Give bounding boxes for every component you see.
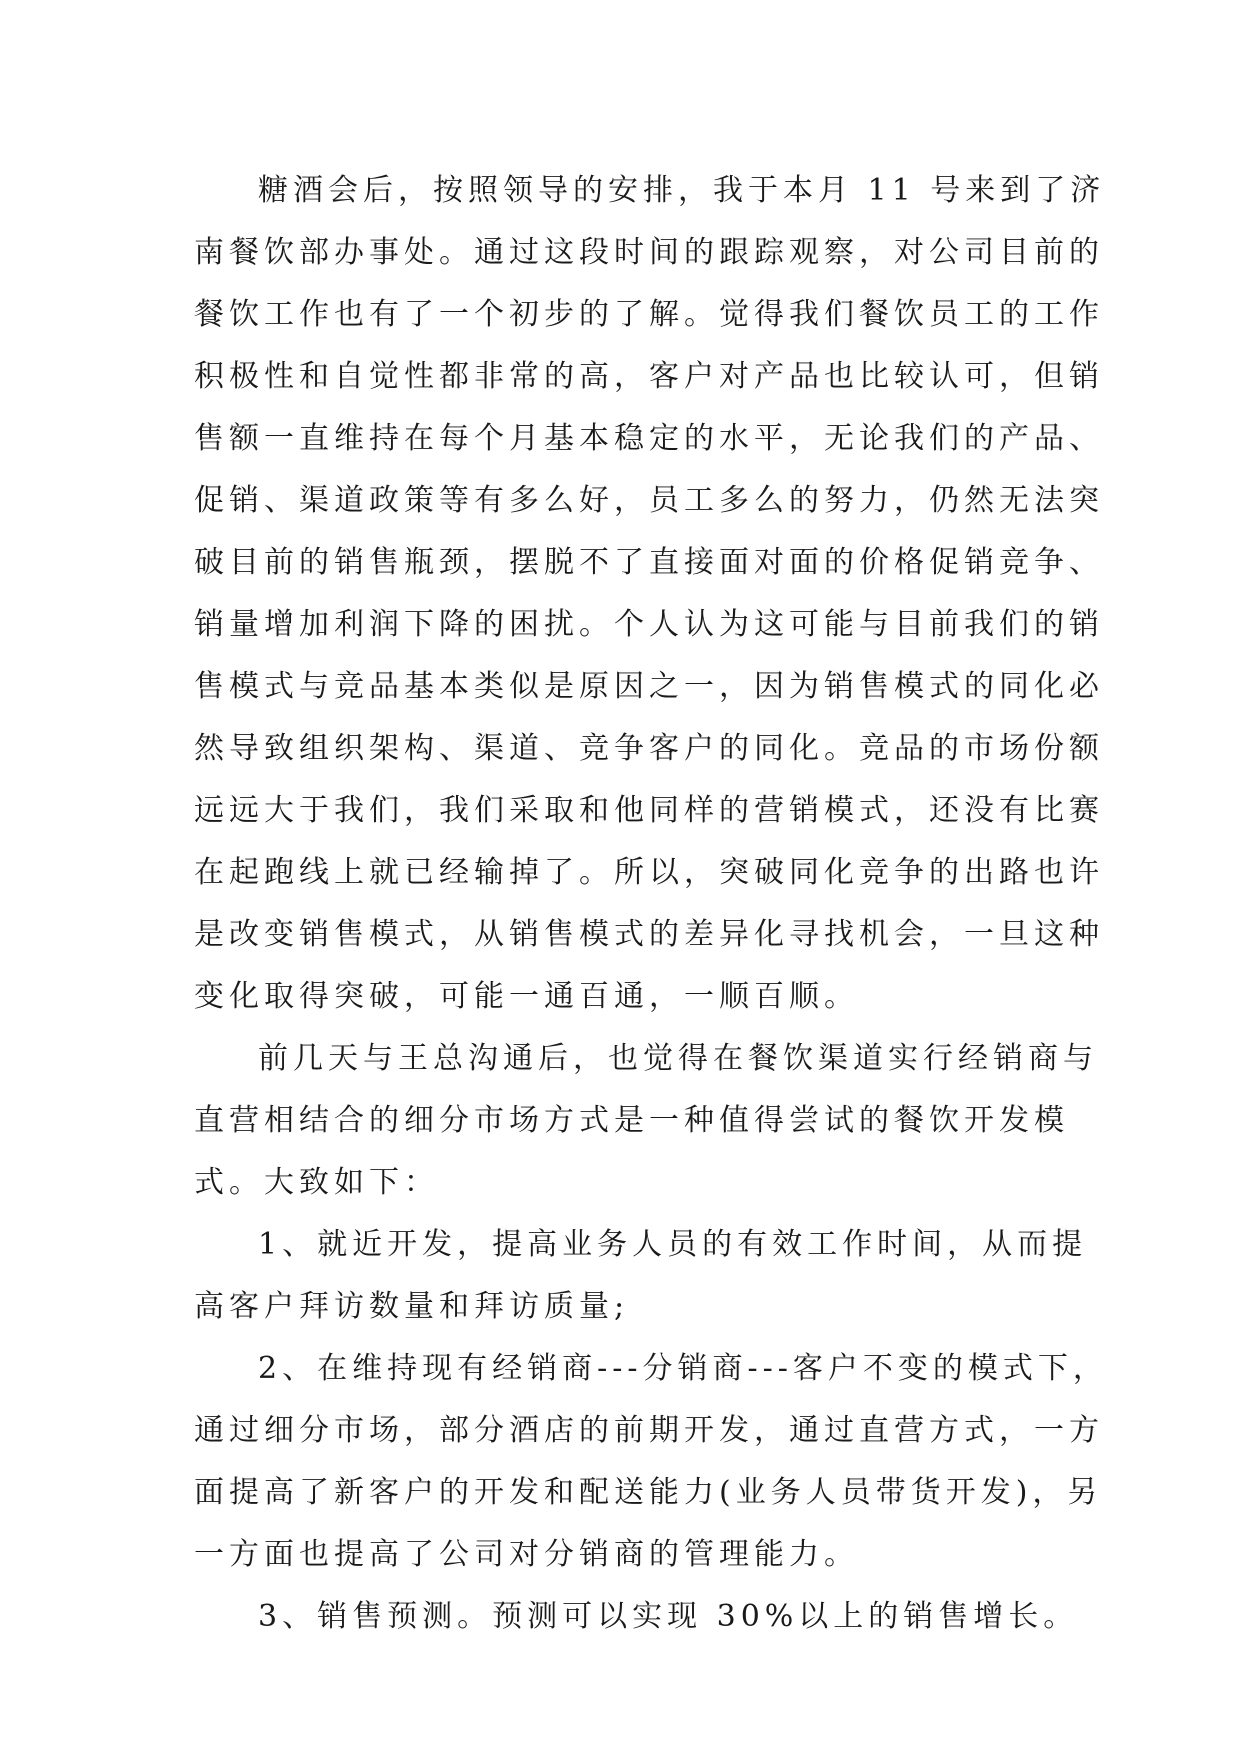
paragraph-1-line-7: 破目前的销售瓶颈，摆脱不了直接面对面的价格促销竞争、 [194,545,1104,580]
paragraph-1-line-2: 南餐饮部办事处。通过这段时间的跟踪观察，对公司目前的 [194,235,1104,270]
list-item-2-line-3: 面提高了新客户的开发和配送能力(业务人员带货开发)，另 [194,1475,1103,1510]
list-item-1-line-2: 高客户拜访数量和拜访质量; [194,1289,630,1324]
list-item-2-line-1: 2、在维持现有经销商---分销商---客户不变的模式下， [258,1351,1108,1386]
list-item-3-line-1: 3、销售预测。预测可以实现 30%以上的销售增长。 [258,1599,1079,1634]
paragraph-1-line-12: 在起跑线上就已经输掉了。所以，突破同化竞争的出路也许 [194,855,1104,890]
paragraph-1-line-13: 是改变销售模式，从销售模式的差异化寻找机会，一旦这种 [194,917,1104,952]
list-item-1-line-1: 1、就近开发，提高业务人员的有效工作时间，从而提 [258,1227,1088,1262]
paragraph-2-line-3: 式。大致如下： [194,1165,439,1200]
document-body [194,160,1108,1648]
paragraph-1-line-11: 远远大于我们，我们采取和他同样的营销模式，还没有比赛 [194,793,1104,828]
paragraph-2-line-1: 前几天与王总沟通后，也觉得在餐饮渠道实行经销商与 [258,1041,1098,1076]
paragraph-1-line-14: 变化取得突破，可能一通百通，一顺百顺。 [194,979,859,1014]
paragraph-1-line-9: 售模式与竞品基本类似是原因之一，因为销售模式的同化必 [194,669,1104,704]
paragraph-1-line-1: 糖酒会后，按照领导的安排，我于本月 11 号来到了济 [258,173,1106,208]
paragraph-1-line-3: 餐饮工作也有了一个初步的了解。觉得我们餐饮员工的工作 [194,297,1104,332]
paragraph-1-line-5: 售额一直维持在每个月基本稳定的水平，无论我们的产品、 [194,421,1104,456]
paragraph-2-line-2: 直营相结合的细分市场方式是一种值得尝试的餐饮开发模 [194,1103,1069,1138]
list-item-2-line-2: 通过细分市场，部分酒店的前期开发，通过直营方式，一方 [194,1413,1104,1448]
list-item-2-line-4: 一方面也提高了公司对分销商的管理能力。 [194,1537,859,1572]
paragraph-1-line-6: 促销、渠道政策等有多么好，员工多么的努力，仍然无法突 [194,483,1104,518]
paragraph-1-line-10: 然导致组织架构、渠道、竞争客户的同化。竞品的市场份额 [194,731,1104,766]
paragraph-1-line-4: 积极性和自觉性都非常的高，客户对产品也比较认可，但销 [194,359,1104,394]
paragraph-1-line-8: 销量增加利润下降的困扰。个人认为这可能与目前我们的销 [194,607,1104,642]
